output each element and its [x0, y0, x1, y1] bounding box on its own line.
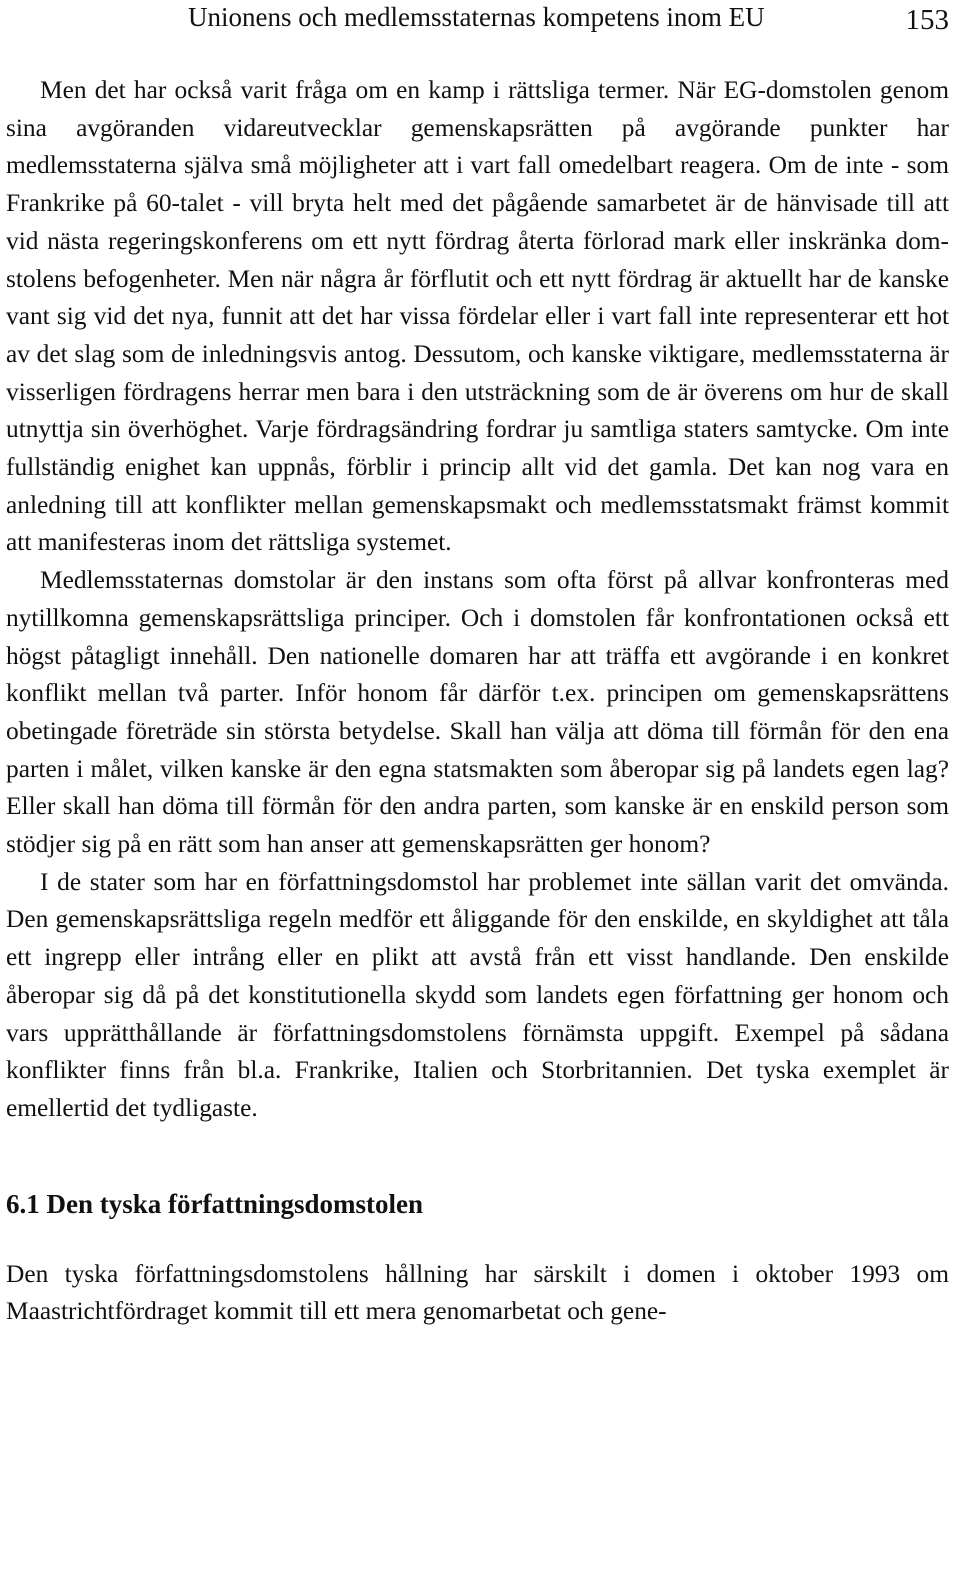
- paragraph-2: Medlemsstaternas domstolar är den instans som ofta först på allvar konfronteras med nytillkomna gemenskapsrättsliga principer. Och i domstolen får konfrontationen också ett högst påtagligt innehåll. Den nationelle domaren har att träffa ett avgörande i en konkret konflikt mellan två parter. Inför honom får därför t.ex. principen om gemenskapsrättens obetingade företräde sin största betydelse. Skall han välja att döma till förmån för den ena parten i målet, vilken kanske är den egna statsmakten som åberopar sig på landets egen lag? Eller skall han döma till förmån för den andra parten, som kanske är en enskild person som stödjer sig på en rätt som han anser att gemenskapsrätten ger honom?: [6, 566, 949, 859]
- running-header: [6, 0, 949, 44]
- page-number: 153: [905, 4, 949, 36]
- paragraph-3: I de stater som har en författningsdomstol har problemet inte sällan varit det omvända. Den gemenskapsrättsliga regeln medför ett åliggande för den enskilde, en skyldighet att tåla ett ingrepp eller intrång eller en plikt att avstå från ett visst handlande. Den enskilde åberopar sig då på det konstitutionella skydd som landets egen författning ger honom och vars upprätthållande är författningsdomstolens förnämsta uppgift. Exempel på sådana konflikter finns från bl.a. Frankrike, Italien och Storbritannien. Det tyska exemplet är emellertid det tydligaste.: [6, 867, 949, 1122]
- section-paragraph: Den tyska författningsdomstolens hållning har särskilt i domen i oktober 1993 om Maastrichtfördraget kommit till ett mera genomarbetat och gene-: [6, 1259, 949, 1326]
- paragraph-1: Men det har också varit fråga om en kamp i rättsliga termer. När EG-domstolen genom sina avgöranden vidareutvecklar gemenskapsrätten på avgörande punkter har medlemsstaterna själva små möjligheter att i vart fall omedelbart reagera. Om de inte - som Frankrike på 60-talet - vill bryta helt med det pågående samarbetet är de hänvisade till att vid nästa regeringskonferens om ett nytt fördrag återta förlorad mark eller inskränka domstolens befogenheter. Men när några år förflutit och ett nytt fördrag är aktuellt har de kanske vant sig vid det nya, funnit att det har vissa fördelar eller i vart fall inte representerar ett hot av det slag som de inledningsvis antog. Dessutom, och kanske viktigare, medlemsstaterna är visserligen fördragens herrar men bara i den utsträckning som de är överens om hur de skall utnyttja sin överhöghet. Varje fördragsändring fordrar ju samtliga staters samtycke. Om inte fullständig enighet kan uppnås, förblir i princip allt vid det gamla. Det kan nog vara en anledning till att konflikter mellan gemenskapsmakt och medlemsstatsmakt främst kommit att manifesteras inom det rättsliga systemet.: [6, 76, 949, 557]
- section-heading: 6.1 Den tyska författningsdomstolen: [6, 1188, 424, 1219]
- body-text: [6, 72, 949, 1128]
- running-title: Unionens och medlemsstaternas kompetens inom EU: [188, 2, 765, 32]
- document-page: [6, 0, 949, 1331]
